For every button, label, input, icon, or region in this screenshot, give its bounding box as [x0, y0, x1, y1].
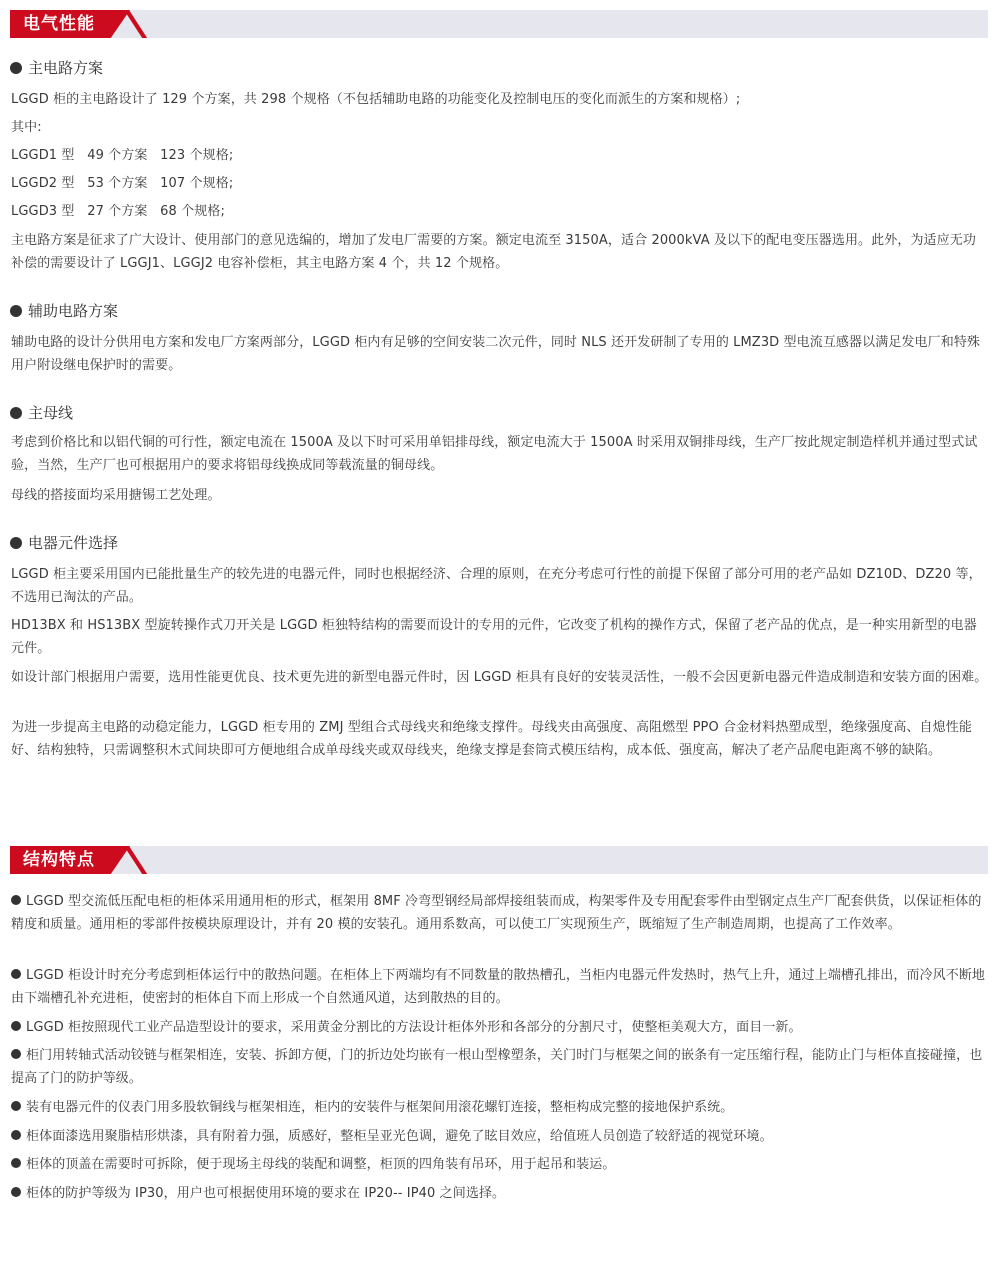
section-header-structure: [10, 846, 988, 874]
section-header-electrical: [10, 10, 988, 38]
heading-components: 电器元件选择: [10, 533, 118, 553]
heading-main-circuit: 主电路方案: [10, 58, 103, 78]
paragraph: LGGD 柜的主电路设计了 129 个方案，共 298 个规格（不包括辅助电路的功能变化及控制电压的变化而派生的方案和规格）;: [11, 92, 741, 107]
bullet-icon: [11, 1049, 21, 1059]
paragraph: LGGD3 型 27 个方案 68 个规格;: [11, 204, 225, 219]
feature-item: 装有电器元件的仪表门用多股软铜线与框架相连，柜内的安装件与框架间用滚花螺钉连接，整柜构成完整的接地保护系统。: [11, 1096, 989, 1119]
bullet-icon: [11, 1130, 21, 1140]
paragraph: 母线的搭接面均采用搪锡工艺处理。: [11, 488, 221, 503]
paragraph: 其中:: [11, 120, 42, 135]
paragraph: LGGD 柜主要采用国内已能批量生产的较先进的电器元件，同时也根据经济、合理的原则，在充分考虑可行性的前提下保留了部分可用的老产品如 DZ10D、DZ20 等，不选用已淘汰的产品。: [11, 567, 982, 605]
paragraph: 辅助电路的设计分供用电方案和发电厂方案两部分，LGGD 柜内有足够的空间安装二次元件，同时 NLS 还开发研制了专用的 LMZ3D 型电流互感器以满足发电厂和特殊用户附设继电保护时的需要。: [11, 335, 981, 373]
bullet-icon: [11, 1187, 21, 1197]
bullet-icon: [11, 895, 21, 905]
heading-busbar: 主母线: [10, 403, 73, 423]
heading-aux-circuit: 辅助电路方案: [10, 301, 118, 321]
paragraph: LGGD2 型 53 个方案 107 个规格;: [11, 176, 234, 191]
feature-item: 柜体面漆选用聚脂桔形烘漆，具有附着力强，质感好，整柜呈亚光色调，避免了眩目效应，给值班人员创造了较舒适的视觉环境。: [11, 1125, 989, 1148]
bullet-icon: [11, 1101, 21, 1111]
bullet-icon: [11, 1021, 21, 1031]
feature-item: LGGD 型交流低压配电柜的柜体采用通用柜的形式，框架用 8MF 冷弯型钢经局部焊接组装而成，构架零件及专用配套零件由型钢定点生产厂配套供货，以保证柜体的精度和质量。通用柜的零部件按模块原理设计，并有 20 模的安装孔。通用系数高，可以使工厂实现预生产，既缩短了生产制造周期，也提高了工作效率。: [11, 894, 982, 932]
feature-item: LGGD 柜设计时充分考虑到柜体运行中的散热问题。在柜体上下两端均有不同数量的散热槽孔，当柜内电器元件发热时，热气上升，通过上端槽孔排出，而冷风不断地由下端槽孔补充进柜，使密封的柜体自下而上形成一个自然通风道，达到散热的目的。: [11, 968, 986, 1006]
paragraph: HD13BX 和 HS13BX 型旋转操作式刀开关是 LGGD 柜独特结构的需要而设计的专用的元件，它改变了机构的操作方式，保留了老产品的优点，是一种实用新型的电器元件。: [11, 618, 977, 656]
feature-item: 柜体的防护等级为 IP30，用户也可根据使用环境的要求在 IP20-- IP40 之间选择。: [11, 1182, 989, 1205]
paragraph: 主电路方案是征求了广大设计、使用部门的意见选编的，增加了发电厂需要的方案。额定电流至 3150A，适合 2000kVA 及以下的配电变压器选用。此外，为适应无功补偿的需要设计了 LGGJ1、LGGJ2 电容补偿柜，其主电路方案 4 个，共 12 个规格。: [11, 233, 976, 271]
section-slash-decoration: [124, 846, 147, 874]
paragraph: 考虑到价格比和以铝代铜的可行性，额定电流在 1500A 及以下时可采用单铝排母线，额定电流大于 1500A 时采用双铜排母线，生产厂按此规定制造样机并通过型式试验，当然，生产厂也可根据用户的要求将铝母线换成同等载流量的铜母线。: [11, 435, 978, 473]
feature-item: 柜门用转轴式活动铰链与框架相连，安装、拆卸方便，门的折边处均嵌有一根山型橡塑条，关门时门与框架之间的嵌条有一定压缩行程，能防止门与柜体直接碰撞，也提高了门的防护等级。: [11, 1048, 983, 1086]
feature-item: LGGD 柜按照现代工业产品造型设计的要求，采用黄金分割比的方法设计柜体外形和各部分的分割尺寸，使整柜美观大方，面目一新。: [11, 1016, 989, 1039]
bullet-icon: [11, 1158, 21, 1168]
section-title: 结构特点: [23, 850, 95, 870]
paragraph: 为进一步提高主电路的动稳定能力，LGGD 柜专用的 ZMJ 型组合式母线夹和绝缘支撑件。母线夹由高强度、高阻燃型 PPO 合金材料热塑成型，绝缘强度高、自熄性能好、结构独特，只需调整积木式间块即可方便地组合成单母线夹或双母线夹，绝缘支撑是套筒式模压结构，成本低、强度高，解决了老产品爬电距离不够的缺陷。: [11, 720, 972, 758]
bullet-icon: [10, 407, 22, 419]
bullet-icon: [10, 537, 22, 549]
section-title: 电气性能: [23, 14, 95, 34]
section-slash-decoration: [124, 10, 147, 38]
bullet-icon: [10, 62, 22, 74]
paragraph: 如设计部门根据用户需要，选用性能更优良、技术更先进的新型电器元件时，因 LGGD 柜具有良好的安装灵活性，一般不会因更新电器元件造成制造和安装方面的困难。: [11, 670, 988, 685]
bullet-icon: [11, 969, 21, 979]
feature-item: 柜体的顶盖在需要时可拆除，便于现场主母线的装配和调整，柜顶的四角装有吊环，用于起吊和装运。: [11, 1153, 989, 1176]
paragraph: LGGD1 型 49 个方案 123 个规格;: [11, 148, 234, 163]
bullet-icon: [10, 305, 22, 317]
